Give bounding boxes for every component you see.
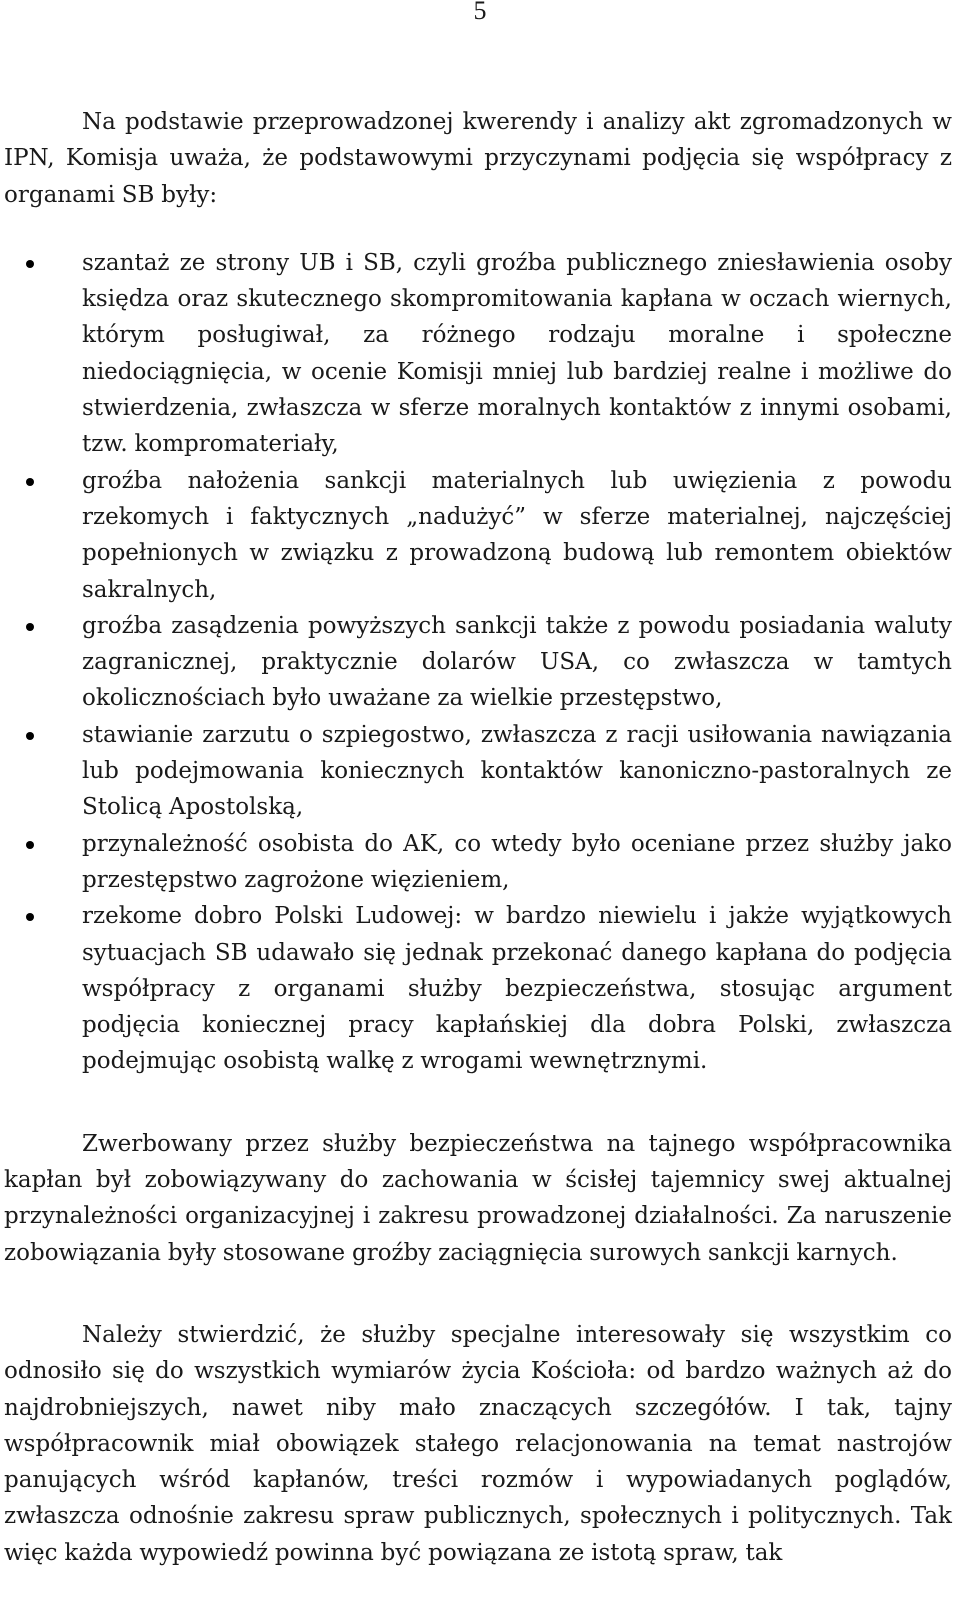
list-item-text: groźba zasądzenia powyższych sankcji także z powodu posiadania waluty zagranicznej, praktycznie dolarów USA, co zwłaszcza w tamtych okolicznościach było uważane za wielkie przestępstwo, (82, 612, 952, 712)
bullet-icon (26, 913, 34, 921)
recruitment-paragraph: Zwerbowany przez służby bezpieczeństwa na tajnego współpracownika kapłan był zobowiązywany do zachowania w ścisłej tajemnicy swej aktualnej przynależności organizacyjnej i zakresu prowadzonej działalności. Za naruszenie zobowiązania były stosowane groźby zaciągnięcia surowych sankcji karnych. (4, 1130, 952, 1266)
list-item-text: rzekome dobro Polski Ludowej: w bardzo niewielu i jakże wyjątkowych sytuacjach SB udawało się jednak przekonać danego kapłana do podjęcia współpracy z organami służby bezpieczeństwa, stosując argument podjęcia koniecznej pracy kapłańskiej dla dobra Polski, zwłaszcza podejmując osobistą walkę z wrogami wewnętrznymi. (82, 903, 952, 1075)
document-body (4, 104, 952, 1571)
list-item (4, 717, 952, 826)
list-item (4, 463, 952, 608)
list-item (4, 245, 952, 463)
list-item-text: stawianie zarzutu o szpiegostwo, zwłaszcza z racji usiłowania nawiązania lub podejmowania koniecznych kontaktów kanoniczno-pastoralnych ze Stolicą Apostolską, (82, 721, 952, 821)
list-item (4, 898, 952, 1079)
spacer (4, 1080, 952, 1126)
page-number: 5 (473, 0, 487, 25)
bullet-icon (26, 623, 34, 631)
list-item (4, 608, 952, 717)
list-item-text: szantaż ze strony UB i SB, czyli groźba publicznego zniesławienia osoby księdza oraz skutecznego skompromitowania kapłana w oczach wiernych, którym posługiwał, za różnego rodzaju moralne i społeczne niedociągnięcia, w ocenie Komisji mniej lub bardziej realne i możliwe do stwierdzenia, zwłaszcza w sferze moralnych kontaktów z innymi osobami, tzw. kompromateriały, (82, 249, 952, 458)
list-item-text: przynależność osobista do AK, co wtedy było oceniane przez służby jako przestępstwo zagrożone więzieniem, (82, 830, 952, 893)
bullet-icon (26, 841, 34, 849)
bullet-icon (26, 732, 34, 740)
spacer (4, 213, 952, 245)
reasons-list (4, 245, 952, 1080)
surveillance-paragraph: Należy stwierdzić, że służby specjalne interesowały się wszystkim co odnosiło się do wszystkich wymiarów życia Kościoła: od bardzo ważnych aż do najdrobniejszych, nawet niby mało znaczących szczegółów. I tak, tajny współpracownik miał obowiązek stałego relacjonowania na temat nastrojów panujących wśród kapłanów, treści rozmów i wypowiadanych poglądów, zwłaszcza odnośnie zakresu spraw publicznych, społecznych i politycznych. Tak więc każda wypowiedź powinna być powiązana ze istotą spraw, tak (4, 1321, 952, 1566)
list-item-text: groźba nałożenia sankcji materialnych lub uwięzienia z powodu rzekomych i faktycznych „nadużyć” w sferze materialnej, najczęściej popełnionych w związku z prowadzoną budową lub remontem obiektów sakralnych, (82, 467, 952, 603)
bullet-icon (26, 478, 34, 486)
list-item (4, 826, 952, 899)
intro-paragraph: Na podstawie przeprowadzonej kwerendy i analizy akt zgromadzonych w IPN, Komisja uważa, że podstawowymi przyczynami podjęcia się współpracy z organami SB były: (4, 109, 952, 208)
spacer (4, 1271, 952, 1317)
bullet-icon (26, 260, 34, 268)
